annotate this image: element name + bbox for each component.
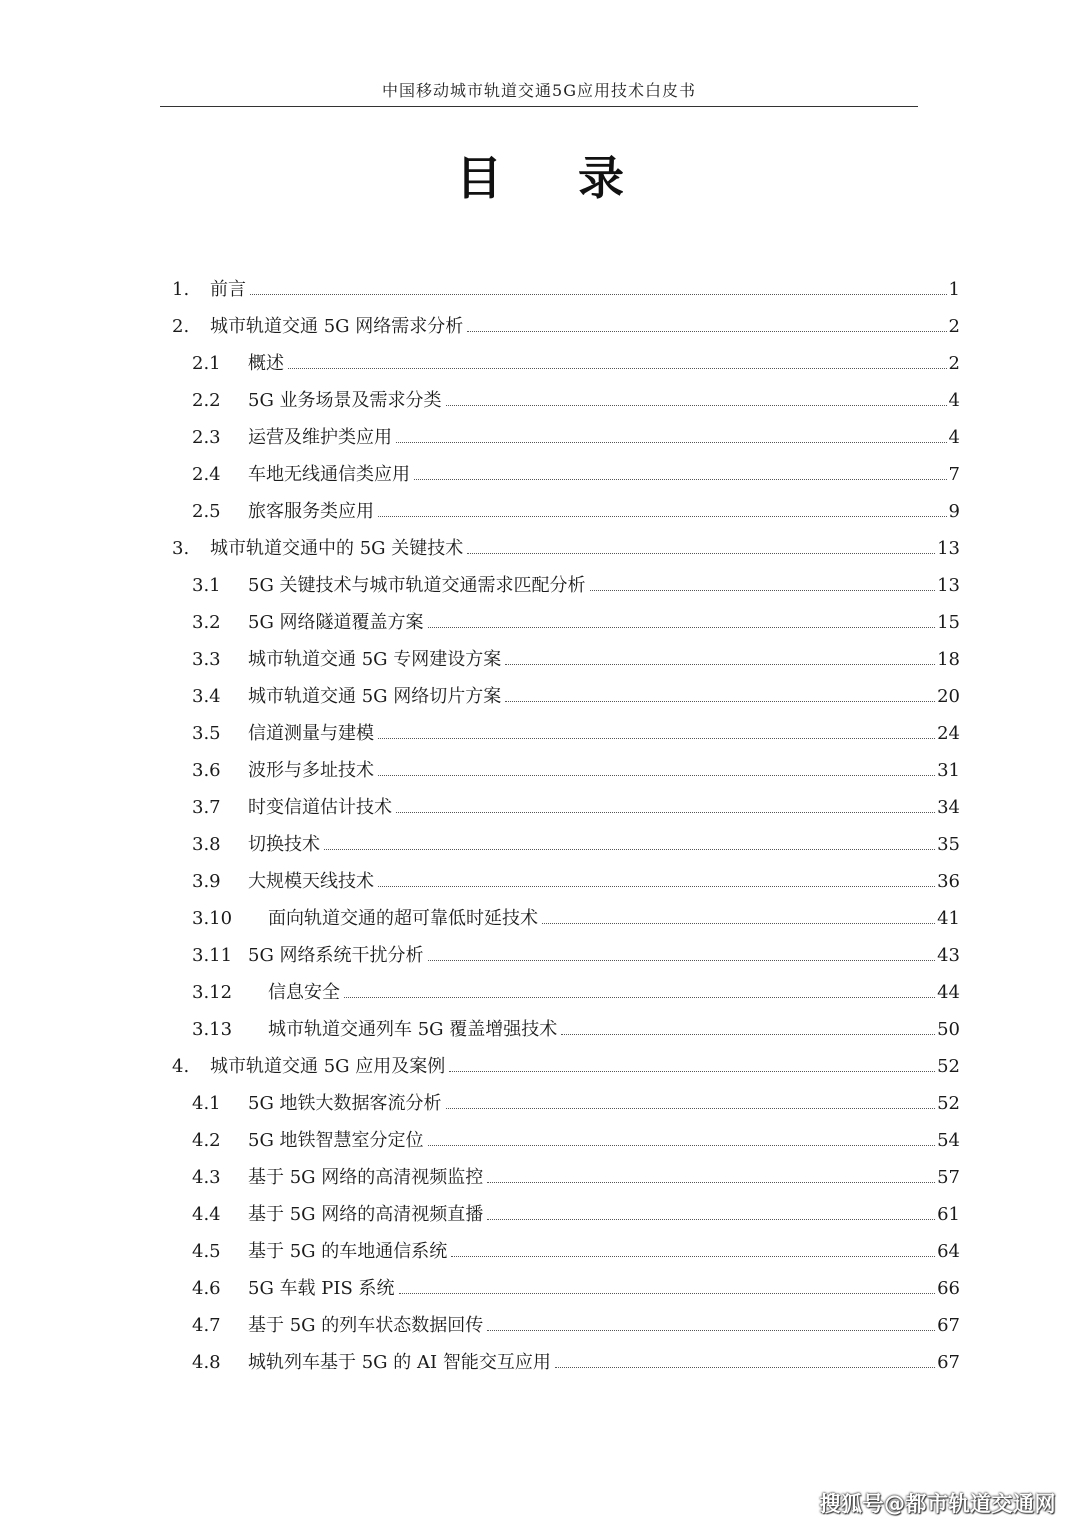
toc-dot-leader (449, 1071, 935, 1072)
toc-entry-number: 4. (172, 1056, 190, 1077)
toc-entry[interactable] (0, 863, 1080, 900)
toc-entry-label: 城市轨道交通 5G 网络切片方案 (248, 686, 502, 707)
toc-dot-leader (399, 1293, 936, 1294)
toc-entry-number: 4.8 (192, 1352, 221, 1373)
toc-entry[interactable] (0, 493, 1080, 530)
toc-entry[interactable] (0, 567, 1080, 604)
toc-entry-page: 20 (937, 686, 960, 707)
toc-entry-page: 1 (948, 279, 960, 300)
toc-entry-number: 3.3 (192, 649, 221, 670)
toc-entry-page: 64 (937, 1241, 960, 1262)
toc-entry-number: 3. (172, 538, 190, 559)
toc-entry-number: 3.8 (192, 834, 221, 855)
toc-dot-leader (378, 516, 947, 517)
toc-entry-number: 2. (172, 316, 190, 337)
toc-entry-label: 基于 5G 网络的高清视频监控 (248, 1167, 484, 1188)
toc-entry-number: 2.1 (192, 353, 221, 374)
toc-entry-label: 5G 业务场景及需求分类 (248, 390, 442, 411)
toc-entry[interactable] (0, 419, 1080, 456)
toc-entry-label: 信息安全 (268, 982, 340, 1003)
toc-entry-label: 基于 5G 的列车状态数据回传 (248, 1315, 484, 1336)
toc-entry-label: 运营及维护类应用 (248, 427, 392, 448)
toc-entry-label: 时变信道估计技术 (248, 797, 392, 818)
toc-entry-number: 4.3 (192, 1167, 221, 1188)
toc-dot-leader (451, 1256, 935, 1257)
toc-entry[interactable] (0, 641, 1080, 678)
toc-entry-page: 36 (937, 871, 960, 892)
toc-entry[interactable] (0, 1233, 1080, 1270)
toc-entry[interactable] (0, 308, 1080, 345)
toc-entry-label: 城轨列车基于 5G 的 AI 智能交互应用 (248, 1352, 551, 1373)
watermark: 搜狐号@都市轨道交通网 (819, 1492, 1056, 1516)
toc-entry[interactable] (0, 382, 1080, 419)
toc-entry-label: 城市轨道交通 5G 应用及案例 (210, 1056, 446, 1077)
toc-entry[interactable] (0, 271, 1080, 308)
toc-dot-leader (344, 997, 935, 998)
toc-entry-number: 3.11 (192, 945, 233, 966)
toc-entry-label: 面向轨道交通的超可靠低时延技术 (268, 908, 538, 929)
toc-dot-leader (542, 923, 935, 924)
toc-entry-number: 3.6 (192, 760, 221, 781)
toc-entry-page: 34 (937, 797, 960, 818)
toc-dot-leader (428, 1145, 936, 1146)
toc-entry-label: 5G 地铁智慧室分定位 (248, 1130, 424, 1151)
toc-dot-leader (561, 1034, 935, 1035)
toc-entry-number: 4.5 (192, 1241, 221, 1262)
toc-entry-number: 2.5 (192, 501, 221, 522)
running-header: 中国移动城市轨道交通5G应用技术白皮书 (382, 81, 696, 100)
toc-dot-leader (396, 812, 935, 813)
toc-entry-label: 基于 5G 的车地通信系统 (248, 1241, 448, 1262)
toc-entry[interactable] (0, 752, 1080, 789)
toc-entry-number: 3.12 (192, 982, 233, 1003)
toc-entry-page: 61 (937, 1204, 960, 1225)
toc-entry-label: 前言 (210, 279, 246, 300)
toc-entry-page: 66 (937, 1278, 960, 1299)
toc-entry[interactable] (0, 937, 1080, 974)
toc-entry[interactable] (0, 1085, 1080, 1122)
toc-dot-leader (505, 664, 935, 665)
toc-entry-label: 5G 网络系统干扰分析 (248, 945, 424, 966)
toc-entry[interactable] (0, 974, 1080, 1011)
toc-entry-page: 41 (937, 908, 960, 929)
toc-dot-leader (428, 627, 936, 628)
toc-dot-leader (505, 701, 935, 702)
toc-entry-number: 2.3 (192, 427, 221, 448)
toc-entry-number: 3.13 (192, 1019, 233, 1040)
toc-dot-leader (590, 590, 936, 591)
toc-dot-leader (487, 1219, 935, 1220)
toc-entry-page: 43 (937, 945, 960, 966)
toc-entry-page: 54 (937, 1130, 960, 1151)
toc-entry-number: 4.1 (192, 1093, 221, 1114)
toc-dot-leader (288, 368, 947, 369)
toc-entry[interactable] (0, 900, 1080, 937)
toc-entry-number: 4.7 (192, 1315, 221, 1336)
toc-entry[interactable] (0, 1011, 1080, 1048)
toc-entry-page: 52 (937, 1093, 960, 1114)
toc-entry-number: 3.10 (192, 908, 233, 929)
toc-entry-page: 50 (937, 1019, 960, 1040)
toc-dot-leader (467, 553, 935, 554)
toc-entry-number: 3.7 (192, 797, 221, 818)
toc-entry[interactable] (0, 456, 1080, 493)
toc-entry[interactable] (0, 678, 1080, 715)
toc-dot-leader (378, 738, 935, 739)
toc-dot-leader (446, 1108, 936, 1109)
toc-entry-page: 35 (937, 834, 960, 855)
toc-entry-number: 3.4 (192, 686, 221, 707)
toc-entry-number: 3.9 (192, 871, 221, 892)
toc-entry[interactable] (0, 1344, 1080, 1381)
toc-entry[interactable] (0, 604, 1080, 641)
toc-entry-page: 24 (937, 723, 960, 744)
toc-entry-label: 信道测量与建模 (248, 723, 374, 744)
toc-entry[interactable] (0, 1270, 1080, 1307)
toc-entry-label: 切换技术 (248, 834, 320, 855)
toc-entry[interactable] (0, 1196, 1080, 1233)
toc-dot-leader (428, 960, 936, 961)
toc-entry-label: 大规模天线技术 (248, 871, 374, 892)
toc-entry[interactable] (0, 1159, 1080, 1196)
toc-entry[interactable] (0, 1122, 1080, 1159)
toc-entry-number: 3.1 (192, 575, 221, 596)
toc-entry-page: 52 (937, 1056, 960, 1077)
page-title: 目 录 (455, 151, 654, 205)
toc-entry-number: 3.5 (192, 723, 221, 744)
header-rule (160, 106, 918, 107)
toc-entry-label: 城市轨道交通列车 5G 覆盖增强技术 (268, 1019, 558, 1040)
toc-entry-page: 44 (937, 982, 960, 1003)
toc-entry-page: 13 (937, 575, 960, 596)
toc-entry-label: 5G 网络隧道覆盖方案 (248, 612, 424, 633)
toc-dot-leader (467, 331, 946, 332)
toc-entry[interactable] (0, 345, 1080, 382)
toc-entry-number: 3.2 (192, 612, 221, 633)
toc-dot-leader (446, 405, 947, 406)
toc-entry-page: 7 (948, 464, 960, 485)
toc-entry-number: 2.2 (192, 390, 221, 411)
toc-dot-leader (378, 775, 935, 776)
toc-dot-leader (414, 479, 947, 480)
toc-entry-page: 2 (948, 353, 960, 374)
toc-entry-label: 概述 (248, 353, 284, 374)
toc-entry-page: 67 (937, 1315, 960, 1336)
toc-entry[interactable] (0, 530, 1080, 567)
toc-dot-leader (555, 1367, 935, 1368)
toc-entry-label: 城市轨道交通 5G 专网建设方案 (248, 649, 502, 670)
toc-entry-number: 4.2 (192, 1130, 221, 1151)
toc-entry[interactable] (0, 1048, 1080, 1085)
toc-dot-leader (487, 1330, 935, 1331)
toc-entry-number: 2.4 (192, 464, 221, 485)
toc-dot-leader (250, 294, 947, 295)
toc-dot-leader (378, 886, 935, 887)
toc-entry-label: 城市轨道交通 5G 网络需求分析 (210, 316, 464, 337)
toc-entry-page: 13 (937, 538, 960, 559)
toc-entry-number: 4.4 (192, 1204, 221, 1225)
toc-entry-page: 2 (948, 316, 960, 337)
toc-entry-label: 旅客服务类应用 (248, 501, 374, 522)
toc-entry-page: 67 (937, 1352, 960, 1373)
toc-entry-page: 9 (948, 501, 960, 522)
toc-dot-leader (487, 1182, 935, 1183)
toc-entry-number: 4.6 (192, 1278, 221, 1299)
toc-entry-label: 波形与多址技术 (248, 760, 374, 781)
toc-entry[interactable] (0, 789, 1080, 826)
toc-entry-page: 4 (948, 390, 960, 411)
toc-entry[interactable] (0, 715, 1080, 752)
toc-entry[interactable] (0, 1307, 1080, 1344)
toc-entry-label: 车地无线通信类应用 (248, 464, 410, 485)
toc-entry-page: 4 (948, 427, 960, 448)
toc-entry[interactable] (0, 826, 1080, 863)
toc-entry-page: 18 (937, 649, 960, 670)
toc-entry-page: 31 (937, 760, 960, 781)
toc-entry-label: 基于 5G 网络的高清视频直播 (248, 1204, 484, 1225)
toc-entry-page: 15 (937, 612, 960, 633)
toc-entry-label: 5G 车载 PIS 系统 (248, 1278, 395, 1299)
toc-entry-page: 57 (937, 1167, 960, 1188)
toc-entry-label: 5G 地铁大数据客流分析 (248, 1093, 442, 1114)
toc-dot-leader (324, 849, 935, 850)
toc-entry-label: 城市轨道交通中的 5G 关键技术 (210, 538, 464, 559)
toc-entry-label: 5G 关键技术与城市轨道交通需求匹配分析 (248, 575, 586, 596)
toc-entry-number: 1. (172, 279, 190, 300)
toc-dot-leader (396, 442, 947, 443)
